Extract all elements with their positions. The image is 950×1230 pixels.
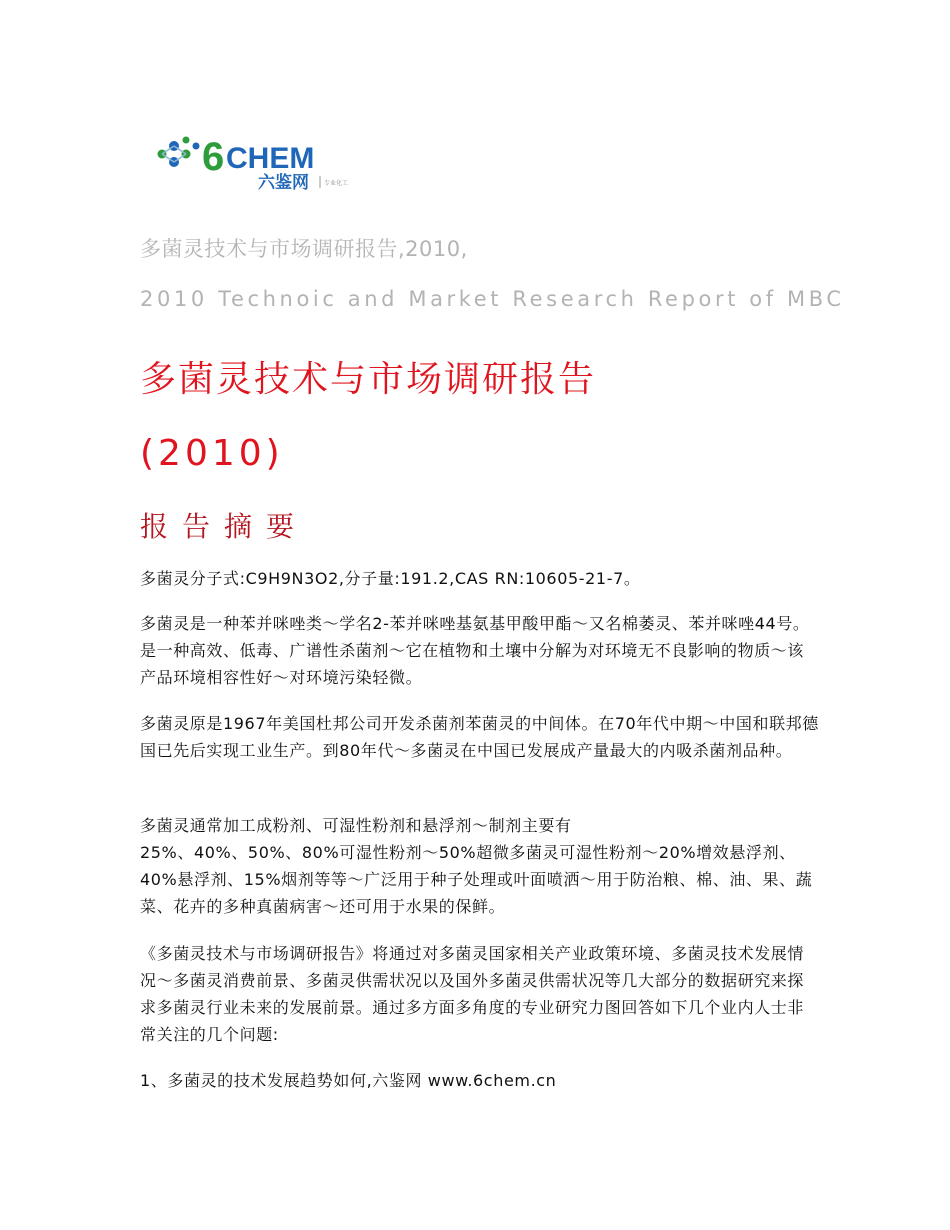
question-item [140,1067,820,1094]
paragraph-text: 多菌灵原是1967年美国杜邦公司开发杀菌剂苯菌灵的中间体。在70年代中期～中国和联邦德国已先后实现工业生产。到80年代～多菌灵在中国已发展成产量最大的内吸杀菌剂品种。 [140,714,819,760]
paragraph-text: 多菌灵通常加工成粉剂、可湿性粉剂和悬浮剂～制剂主要有 [140,816,572,835]
page-title-year: (2010) [140,433,284,474]
logo-brand: CHEM [226,142,315,175]
subtitle-cn: 多菌灵技术与市场调研报告,2010, [140,237,468,261]
logo-six: 6 [202,135,225,179]
page-title: 多菌灵技术与市场调研报告 [140,359,597,400]
paragraph-text: 25%、40%、50%、80%可湿性粉剂～50%超微多菌灵可湿性粉剂～20%增效悬浮剂、40%悬浮剂、15%烟剂等等～广泛用于种子处理或叶面喷洒～用于防治粮、棉、油、果、蔬菜、花卉的多种真菌病害～还可用于水果的保鲜。 [140,843,813,916]
summary-heading: 报告摘要 [140,510,309,543]
logo-cn-name: 六鉴网 [258,173,309,193]
site-logo [152,132,388,194]
paragraph-history [140,710,820,764]
paragraph-text: 1、多菌灵的技术发展趋势如何,六鉴网 www.6chem.cn [140,1071,557,1090]
paragraph-text: 多菌灵是一种苯并咪唑类～学名2-苯并咪唑基氨基甲酸甲酯～又名棉萎灵、苯并咪唑44号。是一种高效、低毒、广谱性杀菌剂～它在植物和土壤中分解为对环境无不良影响的物质～该产品环境相容性好～对环境污染轻微。 [140,614,810,687]
molecule-icon [158,137,200,168]
subtitle-en: 2010 Technoic and Market Research Report of MBC [140,287,845,311]
paragraph-formula [140,565,820,592]
logo-tagline: 专业化工 [324,180,349,187]
paragraph-text: 多菌灵分子式:C9H9N3O2,分子量:191.2,CAS RN:10605-21-7。 [140,569,641,588]
paragraph-formulations [140,812,820,920]
paragraph-report-intro [140,940,820,1048]
paragraph-text: 《多菌灵技术与市场调研报告》将通过对多菌灵国家相关产业政策环境、多菌灵技术发展情况～多菌灵消费前景、多菌灵供需状况以及国外多菌灵供需状况等几大部分的数据研究来探求多菌灵行业未来的发展前景。通过多方面多角度的专业研究力图回答如下几个业内人士非常关注的几个问题: [140,944,805,1044]
paragraph-description [140,610,820,691]
logo-graphic [152,132,388,194]
